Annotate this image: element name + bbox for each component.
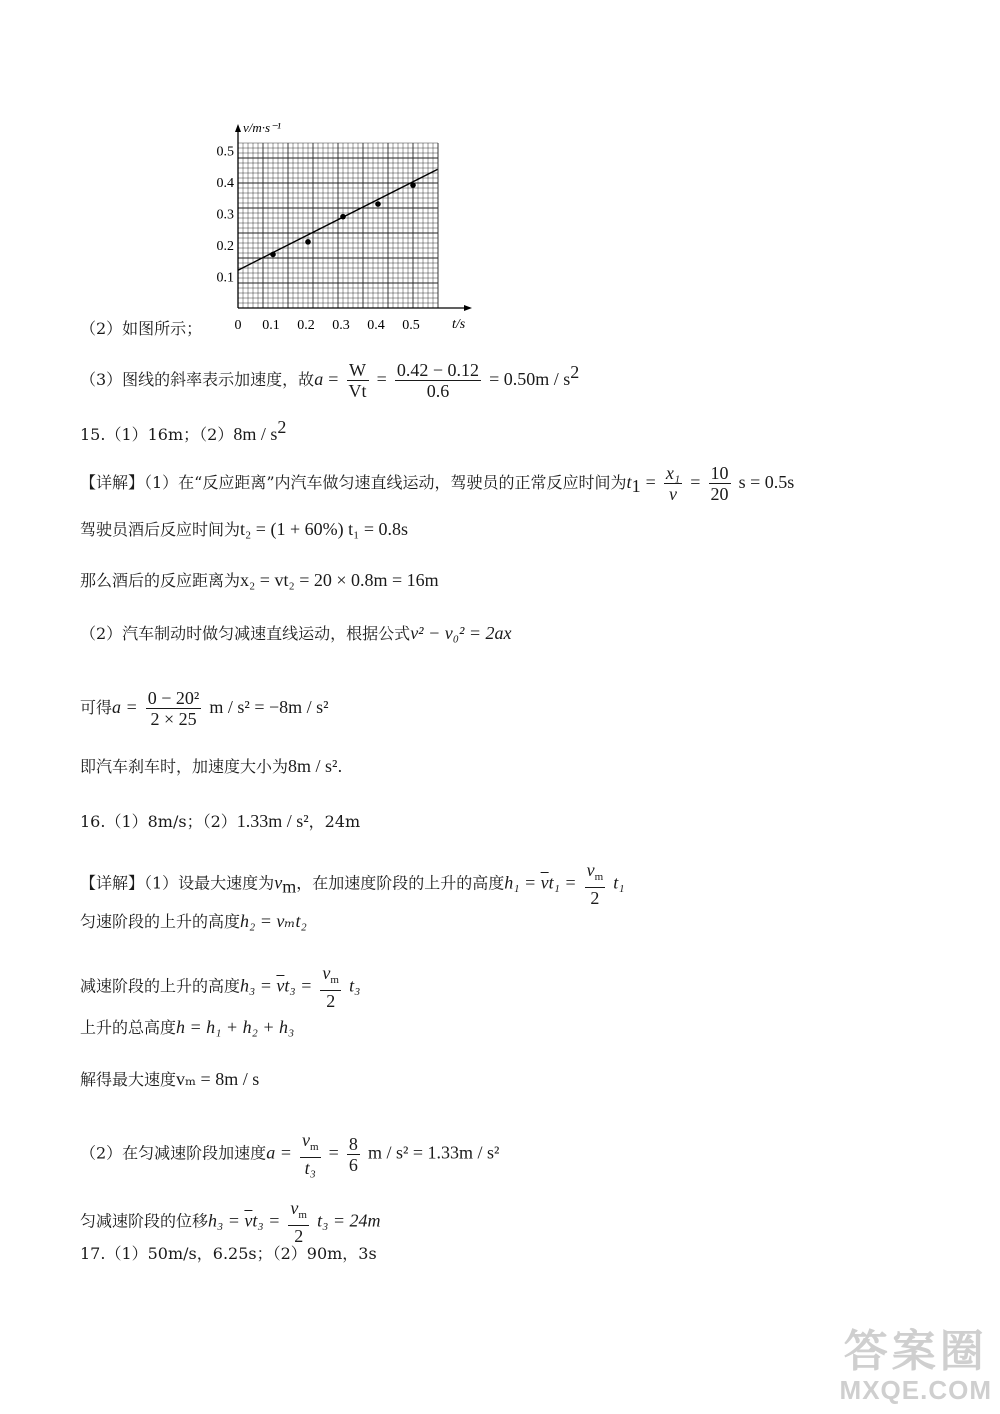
detail-text: 上升的总高度 xyxy=(80,1018,177,1037)
average-v: $\overline{v}$ xyxy=(244,1210,253,1231)
y-tick-label: 0.3 xyxy=(216,207,234,223)
result: t₃ = 24m xyxy=(317,1210,381,1231)
detail-text: 匀减速阶段的位移 xyxy=(80,1211,209,1231)
detail-text: 减速阶段的上升的高度 xyxy=(80,976,241,996)
x-axis-label: t/s xyxy=(452,317,466,332)
detail-text: 【详解】（1）在“反应距离”内汽车做匀速直线运动，驾驶员的正常反应时间为 xyxy=(80,473,627,492)
fraction-denominator: 2 xyxy=(326,991,336,1011)
detail-15-line2 xyxy=(80,518,408,541)
fraction-denominator: t₃ xyxy=(304,1158,316,1178)
y-tick-label: 0.4 xyxy=(216,176,234,191)
result: m / s² = 1.33m / s² xyxy=(367,1142,500,1163)
q17-label: 17.（1）50m/s，6.25s；（2）90m，3s xyxy=(80,1244,377,1263)
x-over-v-fraction xyxy=(664,463,682,504)
acc-symbol: a = xyxy=(112,697,138,717)
exponent: 2 xyxy=(570,362,580,382)
formula: x₂ = vt₂ = 20 × 0.8m = 16m xyxy=(240,570,439,590)
fraction-numerator: v xyxy=(322,963,331,983)
v-symbol: v xyxy=(274,872,283,893)
fraction-numerator: v xyxy=(290,1198,299,1218)
vm-over-2-fraction xyxy=(585,860,606,908)
data-point xyxy=(305,239,311,245)
t-symbol: t₃ = xyxy=(252,1210,281,1231)
detail-15-line4 xyxy=(80,622,512,645)
formula: h = h₁ + h₂ + h₃ xyxy=(176,1017,295,1037)
x-tick-label: 0.2 xyxy=(297,318,315,333)
y-axis-arrow xyxy=(235,124,241,132)
average-v: $\overline{v}$ xyxy=(540,872,549,893)
detail-16-line1 xyxy=(80,860,625,908)
q15-label: 15.（1）16m；（2） xyxy=(80,425,234,444)
fraction-denominator: 0.6 xyxy=(426,381,450,401)
fraction-numerator: 10 xyxy=(710,463,729,483)
answer-14-part2 xyxy=(80,318,202,340)
acc-symbol: a xyxy=(314,369,324,389)
h-symbol: h₃ = xyxy=(240,975,277,996)
t-symbol: t₃ xyxy=(349,975,361,996)
fraction-numerator: 0 − 20² xyxy=(147,688,200,708)
detail-text: 可得 xyxy=(80,698,113,717)
x-tick-label: 0.5 xyxy=(402,318,420,333)
vm-over-2-fraction xyxy=(320,963,341,1011)
detail-text: （2）汽车制动时做匀减速直线运动，根据公式 xyxy=(80,624,411,643)
average-v: $\overline{v}$ xyxy=(276,975,285,996)
detail-text: 驾驶员酒后反应时间为 xyxy=(80,520,241,539)
part3-text: （3）图线的斜率表示加速度，故 xyxy=(80,370,315,389)
y-tick-label: 0.1 xyxy=(216,270,234,286)
detail-text: （2）在匀减速阶段加速度 xyxy=(80,1143,267,1163)
fraction-numerator: W xyxy=(347,360,369,381)
equals: = xyxy=(328,1142,339,1163)
fraction-numerator: v xyxy=(586,860,595,880)
detail-15-line1 xyxy=(80,463,794,504)
x-tick-label: 0.1 xyxy=(262,318,280,333)
acc-value: 8m / s² xyxy=(288,756,338,776)
result: s = 0.5s xyxy=(738,472,795,492)
t-symbol: t₁ xyxy=(613,872,625,893)
velocity-time-chart xyxy=(200,110,480,340)
equals: = xyxy=(328,369,339,389)
detail-16-line2 xyxy=(80,910,307,933)
result: = 0.50m / s xyxy=(489,369,571,389)
x-tick-label: 0.3 xyxy=(332,318,350,333)
subscript: m xyxy=(330,974,339,986)
data-point xyxy=(375,201,381,207)
h-symbol: h₁ = xyxy=(504,872,541,893)
detail-text: 【详解】（1）设最大速度为 xyxy=(80,873,275,893)
fraction-denominator: Vt xyxy=(348,381,367,401)
detail-15-line5 xyxy=(80,688,329,729)
detail-16-line4 xyxy=(80,1016,294,1039)
chart-grid xyxy=(238,143,438,308)
x-tick-label: 0.4 xyxy=(367,318,385,333)
q16-value: 1.33m / s² xyxy=(236,811,309,831)
eight-over-six-fraction xyxy=(347,1134,360,1175)
question-15-answer xyxy=(80,416,286,446)
fraction-numerator: x₁ xyxy=(665,463,681,483)
q16-label: 16.（1）8m/s；（2） xyxy=(80,812,237,831)
detail-text: 匀速阶段的上升的高度 xyxy=(80,912,241,931)
formula: t₂ = (1 + 60%) t₁ = 0.8s xyxy=(240,519,409,539)
fraction-denominator: 20 xyxy=(710,484,729,504)
answer-14-part3 xyxy=(80,360,579,401)
data-point xyxy=(270,252,276,258)
detail-text: 解得最大速度 xyxy=(80,1070,177,1089)
fraction-denominator: 2 xyxy=(294,1226,304,1246)
detail-text: 即汽车刹车时，加速度大小为 xyxy=(80,757,289,776)
fraction-numerator: 8 xyxy=(348,1133,358,1154)
equals: = xyxy=(645,472,656,492)
watermark-title: 答案圈 xyxy=(843,1326,988,1377)
ratio-fraction xyxy=(347,360,369,401)
h-symbol: h₃ = xyxy=(208,1210,245,1231)
fraction-denominator: 2 xyxy=(590,888,600,908)
detail-16-line5 xyxy=(80,1068,259,1091)
detail-16-line3 xyxy=(80,963,360,1011)
acc-symbol: a = xyxy=(266,1142,292,1163)
x-tick-label: 0 xyxy=(234,318,242,333)
fraction-numerator: 0.42 − 0.12 xyxy=(396,360,480,380)
site-watermark-logo xyxy=(839,1326,992,1406)
subscript: 1 xyxy=(631,476,641,496)
watermark-url: MXQE.COM xyxy=(839,1375,992,1405)
detail-text: 那么酒后的反应距离为 xyxy=(80,571,241,590)
q16-suffix: ，24m xyxy=(308,812,361,831)
t-symbol: t xyxy=(626,472,632,492)
detail-15-line6 xyxy=(80,755,343,778)
question-17-answer xyxy=(80,1243,377,1265)
acc-fraction xyxy=(146,688,202,729)
detail-15-line3 xyxy=(80,569,439,592)
detail-16-line7 xyxy=(80,1198,380,1246)
detail-text: ，在加速度阶段的上升的高度 xyxy=(296,873,505,893)
value-fraction xyxy=(395,360,481,401)
part2-text: （2）如图所示； xyxy=(80,319,203,338)
fraction-denominator: 6 xyxy=(348,1154,358,1175)
question-16-answer xyxy=(80,810,360,833)
detail-16-line6 xyxy=(80,1130,499,1178)
t-symbol: t₁ = xyxy=(548,872,577,893)
formula: vₘ = 8m / s xyxy=(176,1069,260,1089)
exponent: 2 xyxy=(277,417,287,437)
fraction-numerator: v xyxy=(301,1130,310,1150)
subscript: m xyxy=(594,871,604,883)
data-point xyxy=(340,214,346,220)
ten-over-twenty-fraction xyxy=(709,463,731,504)
equals: = xyxy=(376,369,387,389)
vm-over-t3-fraction xyxy=(300,1130,321,1178)
period: . xyxy=(337,757,343,776)
y-tick-label: 0.2 xyxy=(216,239,234,254)
y-tick-label: 0.5 xyxy=(216,144,234,160)
result: m / s² = −8m / s² xyxy=(209,697,329,717)
subscript: m xyxy=(298,1209,307,1221)
x-axis-arrow xyxy=(464,305,472,311)
t-symbol: t₃ = xyxy=(284,975,313,996)
equals: = xyxy=(690,472,701,492)
fraction-denominator: v xyxy=(669,484,678,504)
vm-over-2-fraction xyxy=(288,1198,309,1246)
data-point xyxy=(410,182,416,188)
formula: v² − v₀² = 2ax xyxy=(410,623,512,643)
subscript: m xyxy=(282,876,297,897)
formula: h₂ = vₘt₂ xyxy=(240,911,307,931)
y-axis-label: v/m·s⁻¹ xyxy=(243,120,281,135)
subscript: m xyxy=(309,1141,319,1153)
q15-value: 8m / s xyxy=(233,424,278,444)
fraction-denominator: 2 × 25 xyxy=(150,709,197,729)
